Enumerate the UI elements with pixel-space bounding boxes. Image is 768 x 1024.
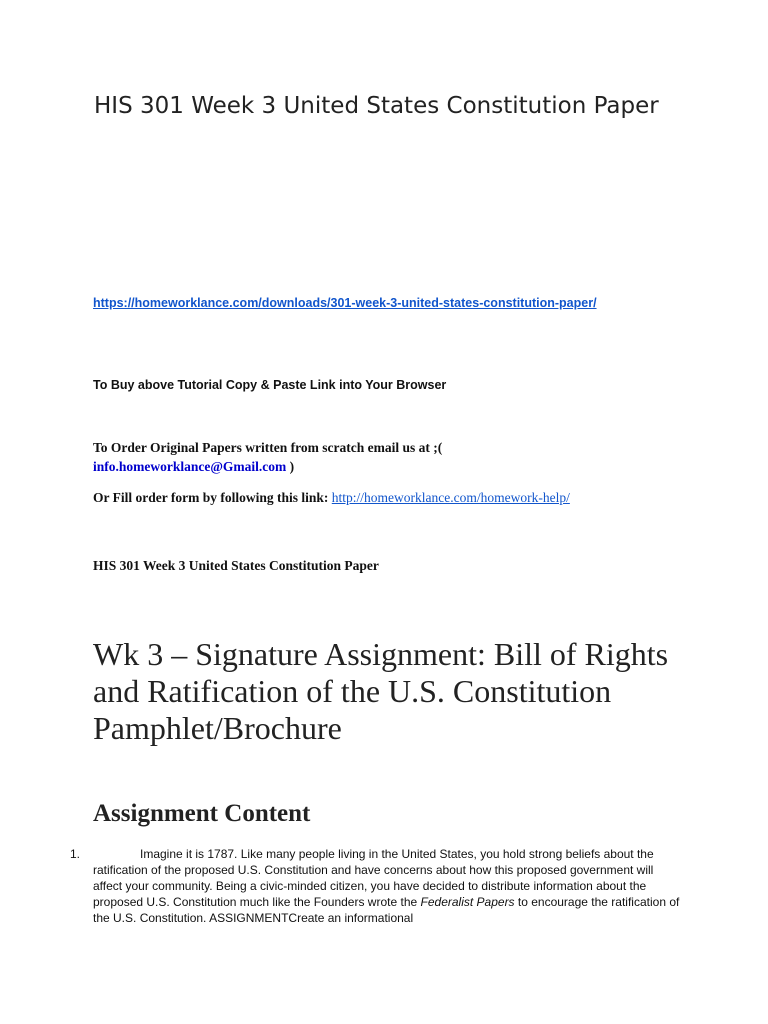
order-email-link[interactable]: info.homeworklance@Gmail.com [93, 459, 287, 474]
assignment-heading: Wk 3 – Signature Assignment: Bill of Rights and Ratification of the U.S. Constitution Pamphlet/Brochure [93, 636, 669, 746]
document-title: HIS 301 Week 3 United States Constitution Paper [94, 93, 659, 119]
order-instruction [93, 438, 693, 476]
homework-help-link[interactable]: http://homeworklance.com/homework-help/ [331, 490, 570, 505]
order-intro-text: To Order Original Papers written from scratch email us at ;( [93, 440, 443, 455]
fill-form-label: Or Fill order form by following this link: [93, 490, 329, 505]
buy-instruction: To Buy above Tutorial Copy & Paste Link into Your Browser [93, 378, 447, 392]
section-heading: Assignment Content [93, 800, 311, 827]
repeat-title: HIS 301 Week 3 United States Constitution Paper [93, 558, 379, 573]
fill-form-line [93, 490, 570, 506]
list-item [70, 846, 680, 926]
list-item-number: 1. [70, 847, 81, 861]
product-url-link[interactable]: https://homeworklance.com/downloads/301-week-3-united-states-constitution-paper/ [93, 296, 597, 310]
list-text-after: to encourage the ratification of the U.S. Constitution. ASSIGNMENTCreate an informational [93, 895, 680, 925]
list-text-emphasis: Federalist Papers [420, 895, 515, 909]
list-text-before: Imagine it is 1787. Like many people living in the United States, you hold strong beliefs about the ratification of the proposed U.S. Constitution and have concerns about how this proposed government will affect your community. Being a civic-minded citizen, you have decided to distribute information about the proposed U.S. Constitution much like the Founders wrote the [93, 847, 654, 909]
list-item-text [93, 846, 680, 926]
assignment-list [70, 846, 680, 926]
order-close-paren: ) [289, 459, 295, 474]
